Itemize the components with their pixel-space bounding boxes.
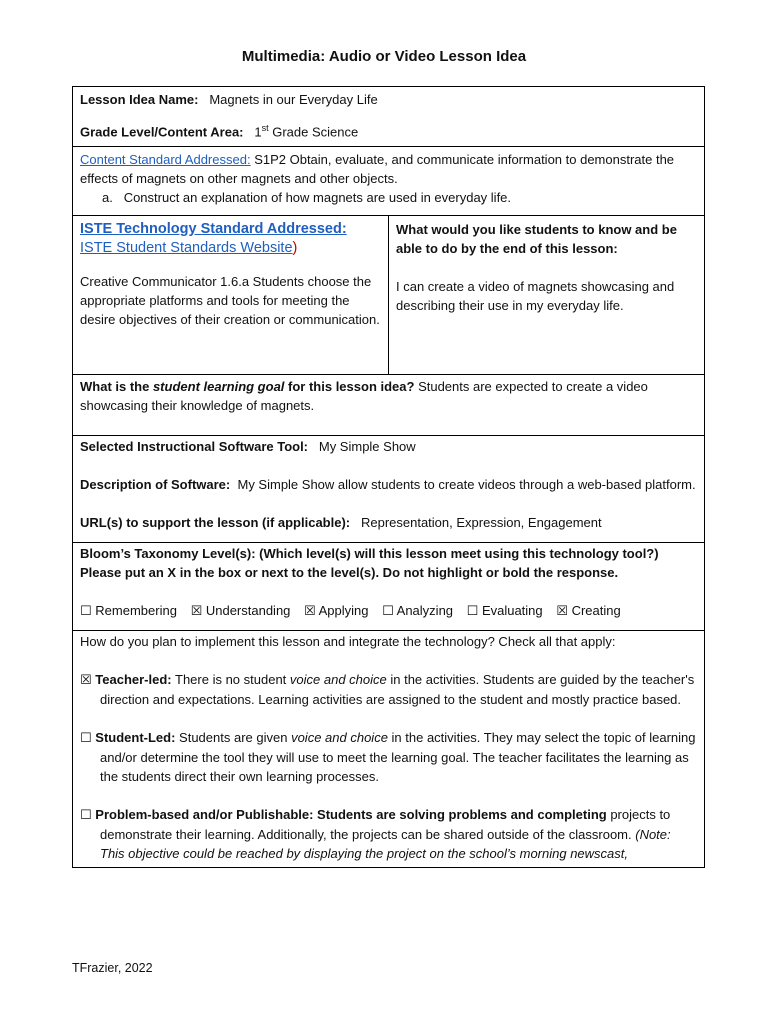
iste-website-link[interactable]: ISTE Student Standards Website <box>80 240 293 257</box>
checkbox-icon[interactable]: ☐ <box>80 604 92 620</box>
page-title: Multimedia: Audio or Video Lesson Idea <box>241 48 527 65</box>
goal-q-end: for this lesson idea? <box>284 379 415 395</box>
tool-label: Selected Instructional Software Tool: <box>80 439 309 455</box>
content-standard-link[interactable]: Content Standard Addressed: <box>80 152 251 168</box>
bloom-option-remembering[interactable]: ☐ Remembering <box>80 603 177 620</box>
iste-label-link[interactable]: ISTE Technology Standard Addressed: <box>80 221 347 238</box>
checkbox-icon[interactable]: ☐ <box>466 604 479 620</box>
sub-marker: a. <box>102 190 113 206</box>
bloom-row <box>73 542 704 630</box>
goal-q-italic: student learning goal <box>152 379 285 395</box>
checkbox-icon[interactable]: ☐ <box>80 731 92 747</box>
bloom-option-applying[interactable]: ☒ Applying <box>304 603 369 620</box>
teacher-led-option: ☒ Teacher-led: There is no student voice and choice in the activities. Students are guided by the teacher's direction and expectations. Learning activities are assigned to the student and mostly practice based. <box>80 672 695 708</box>
checkbox-icon[interactable]: ☐ <box>80 808 92 824</box>
goal-answer: Students are expected to create a video showcasing their knowledge of magnets. <box>80 379 648 414</box>
bloom-option-understanding[interactable]: ☒ Understanding <box>190 603 291 620</box>
bloom-option-analyzing[interactable]: ☐ Analyzing <box>382 603 454 620</box>
implement-row <box>73 630 704 867</box>
student-led-option: ☐ Student-Led: Students are given voice and choice in the activities. They may select the topic of learning and/or determine the tool they will use to meet the learning goal. The teacher facilitates the learning as the students direct their own learning processes. <box>80 730 696 785</box>
grade-rest: Grade Science <box>272 124 359 140</box>
iste-know-row <box>73 215 704 374</box>
desc-value: My Simple Show allow students to create videos through a web-based platform. <box>237 477 696 493</box>
iste-paren: ) <box>292 240 298 257</box>
content-standard-subitem <box>80 188 697 207</box>
bloom-option-creating[interactable]: ☒ Creating <box>556 603 621 620</box>
grade-num: 1 <box>254 124 262 140</box>
bloom-options <box>80 601 697 621</box>
iste-cell <box>73 216 389 374</box>
sub-text: Construct an explanation of how magnets are used in everyday life. <box>123 190 512 206</box>
url-value: Representation, Expression, Engagement <box>360 515 602 531</box>
tool-value: My Simple Show <box>318 439 416 455</box>
bloom-option-evaluating[interactable]: ☐ Evaluating <box>466 603 543 620</box>
know-answer: I can create a video of magnets showcasing and describing their use in my everyday life. <box>396 279 675 314</box>
checkbox-checked-icon[interactable]: ☒ <box>304 604 316 620</box>
know-question: What would you like students to know and be able to do by the end of this lesson: <box>396 222 677 257</box>
grade-label: Grade Level/Content Area: <box>80 124 244 140</box>
know-cell <box>389 216 704 374</box>
desc-label: Description of Software: <box>80 477 231 493</box>
checkbox-checked-icon[interactable]: ☒ <box>80 673 92 689</box>
iste-text: Creative Communicator 1.6.a Students choose the appropriate platforms and tools for meeting the desire objectives of their creation or communication. <box>80 274 380 328</box>
lesson-name-value: Magnets in our Everyday Life <box>209 92 378 107</box>
problem-based-option: ☐ Problem-based and/or Publishable: Students are solving problems and completing projects to demonstrate their learning. Additionally, the projects can be shared outside of the classroom. (Note: This objective could be reached by displaying the project on the school’s morning newscast, <box>80 807 671 862</box>
footer-text: TFrazier, 2022 <box>72 961 153 975</box>
url-label: URL(s) to support the lesson (if applicable): <box>80 515 351 531</box>
lesson-name-label: Lesson Idea Name: <box>80 92 199 107</box>
checkbox-checked-icon[interactable]: ☒ <box>190 604 203 620</box>
software-row <box>73 435 704 542</box>
goal-row <box>73 374 704 435</box>
checkbox-icon[interactable]: ☐ <box>382 604 394 620</box>
grade-sup: st <box>261 123 269 133</box>
goal-q-start: What is the <box>80 379 153 395</box>
lesson-info-row <box>73 87 704 146</box>
content-standard-row <box>73 146 704 215</box>
implement-question: How do you plan to implement this lesson and integrate the technology? Check all that apply: <box>80 634 616 650</box>
bloom-heading: Bloom’s Taxonomy Level(s): (Which level(s) will this lesson meet using this technology tool?) Please put an X in the box or next to the level(s). Do not highlight or bold the response. <box>80 546 659 581</box>
content-standard-text: S1P2 Obtain, evaluate, and communicate information to demonstrate the effects of magnets on other magnets and other objects. <box>80 152 675 187</box>
lesson-table <box>72 86 705 868</box>
checkbox-checked-icon[interactable]: ☒ <box>556 604 568 620</box>
